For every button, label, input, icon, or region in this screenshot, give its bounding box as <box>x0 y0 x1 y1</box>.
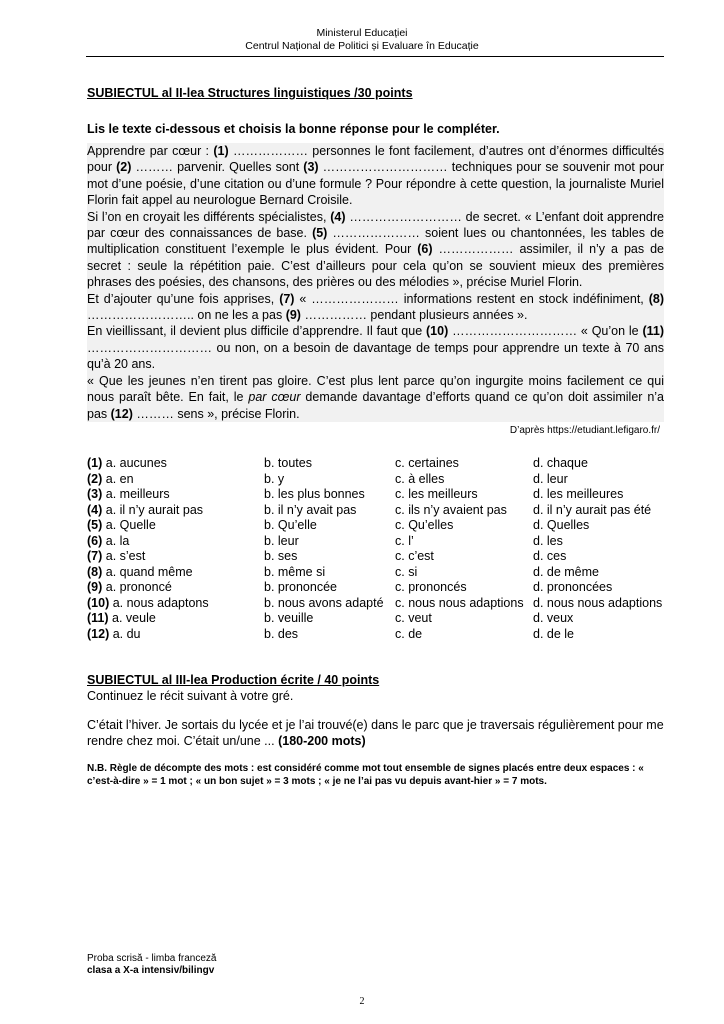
passage-paragraph: Apprendre par cœur : (1) ……………… personnes le font facilement, d’autres ont d’énormes difficultés pour (2) ……… parvenir. Quelles sont (3) ………………………… techniques pour se souvenir mot pour mot d’une poésie, d’une citation ou d’une formule ? Pour répondre à cette question, la journaliste Muriel Florin fait appel au neurologue Bernard Croisile. <box>87 144 664 208</box>
option-row: (12) a. du b. des c. de d. de le <box>87 626 575 641</box>
section-2-title: SUBIECTUL al II-lea Structures linguistiques /30 points <box>87 86 413 100</box>
option-row: (9) a. prononcé b. prononcée c. prononcés d. prononcées <box>87 580 613 594</box>
gap-number: (2) <box>116 160 132 175</box>
option-row: (8) a. quand même b. même si c. si d. de même <box>87 564 600 579</box>
writing-prompt: C’était l’hiver. Je sortais du lycée et je l’ai trouvé(e) dans le parc que je traversais régulièrement pour me rendre chez moi. C’était un/une ... (180-200 mots) <box>87 718 664 748</box>
gap-number: (5) <box>312 226 328 241</box>
class-level: clasa a X-a intensiv/bilingv <box>87 965 215 976</box>
passage-paragraph: Si l’on en croyait les différents spécialistes, (4) ……………………… de secret. « L’enfant doit apprendre par cœur des connaissances de base. (5) ………………… soient lues ou chantonnées, les tables de multiplication constituent l’exemple le plus évident. Pour (6) ……………… assimiler, il n’y a pas de secret : seule la répétition paie. C’est d’ailleurs pour cela qu’on se souvient mieux des premières phrases des poésies, des chansons, des prières ou des mélodies », précise Muriel Florin. <box>87 209 664 290</box>
option-row: (2) a. en b. y c. à elles d. leur <box>87 471 568 486</box>
exam-name: Proba scrisă - limba franceză <box>87 953 217 964</box>
header-divider <box>86 56 664 57</box>
option-row: (10) a. nous adaptons b. nous avons adapté c. nous nous adaptions d. nous nous adaptions <box>87 595 663 610</box>
section-2-instruction: Lis le texte ci-dessous et choisis la bonne réponse pour le compléter. <box>87 122 500 136</box>
word-count: (180-200 mots) <box>278 734 366 748</box>
ministry-name: Ministerul Educației <box>316 27 408 39</box>
gap-number: (4) <box>330 209 346 224</box>
option-row: (6) a. la b. leur c. l’ d. les <box>87 533 563 548</box>
gap-number: (6) <box>417 242 433 257</box>
gap-number: (12) <box>110 406 133 421</box>
option-row: (5) a. Quelle b. Qu’elle c. Qu’elles d. Quelles <box>87 518 590 532</box>
page-header <box>0 27 724 52</box>
passage-source: D’après https://etudiant.lefigaro.fr/ <box>509 425 660 436</box>
passage-paragraph: Et d’ajouter qu’une fois apprises, (7) « ………………… informations restent en stock indéfiniment, (8) …………………….. on ne les a pas (9) …………… pendant plusieurs années ». <box>87 291 664 323</box>
page-footer <box>87 953 217 977</box>
section-3-instruction: Continuez le récit suivant à votre gré. <box>87 689 294 703</box>
option-row: (4) a. il n’y aurait pas b. il n’y avait pas c. ils n’y avaient pas d. il n’y aurait pas été <box>87 502 652 517</box>
option-row: (3) a. meilleurs b. les plus bonnes c. les meilleurs d. les meilleures <box>87 487 624 501</box>
answer-options-table <box>87 456 687 642</box>
reading-passage <box>87 143 664 422</box>
word-count-rule: N.B. Règle de décompte des mots : est considéré comme mot tout ensemble de signes placés entre deux espaces : « c’est-à-dire » = 1 mot ; « un bon sujet » = 3 mots ; « je ne l’ai pas vu depuis avant-hier » = 7 mots. <box>87 763 644 787</box>
option-row: (7) a. s’est b. ses c. c’est d. ces <box>87 549 567 563</box>
passage-paragraph: « Que les jeunes n’en tirent pas gloire. C’est plus lent parce qu’on ingurgite moins facilement ce qui nous paraît bête. En fait, le par cœur demande davantage d’efforts quand ce qu’on doit assimiler n’a pas (12) ……… sens », précise Florin. <box>87 373 665 421</box>
center-name: Centrul Național de Politici și Evaluare în Educație <box>245 39 479 52</box>
page-number: 2 <box>359 996 365 1007</box>
gap-number: (9) <box>285 308 301 323</box>
gap-number: (8) <box>648 291 664 306</box>
option-row: (11) a. veule b. veuille c. veut d. veux <box>87 611 574 625</box>
section-3-title: SUBIECTUL al III-lea Production écrite / 40 points <box>87 673 380 687</box>
passage-paragraph: En vieillissant, il devient plus difficile d’apprendre. Il faut que (10) ………………………… « Qu’on le (11) ………………………… ou non, on a besoin de davantage de temps pour apprendre un texte à 70 ans qu’à 20 ans. <box>87 324 664 372</box>
gap-number: (7) <box>279 291 295 306</box>
gap-number: (10) <box>426 324 449 339</box>
gap-number: (3) <box>303 160 319 175</box>
gap-number: (1) <box>213 144 229 158</box>
gap-number: (11) <box>642 324 664 339</box>
option-row: (1) a. aucunes b. toutes c. certaines d. chaque <box>87 456 588 470</box>
